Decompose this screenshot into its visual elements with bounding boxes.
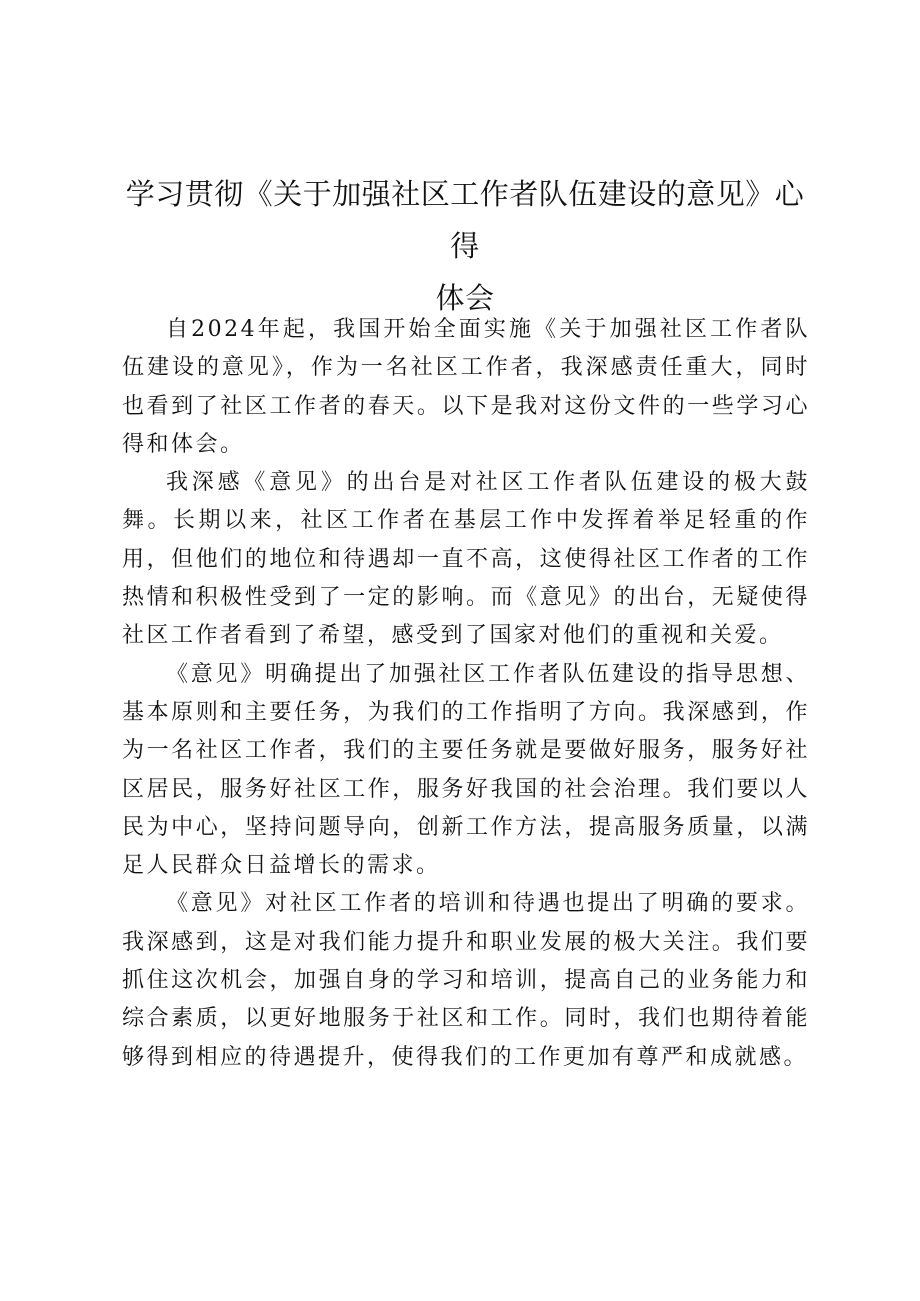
paragraph: 自2024年起，我国开始全面实施《关于加强社区工作者队伍建设的意见》，作为一名社区工作者，我深感责任重大，同时也看到了社区工作者的春天。以下是我对这份文件的一些学习心得和体会。: [122, 317, 810, 457]
paragraph: 我深感《意见》的出台是对社区工作者队伍建设的极大鼓舞。长期以来，社区工作者在基层工作中发挥着举足轻重的作用，但他们的地位和待遇却一直不高，这使得社区工作者的工作热情和积极性受到了一定的影响。而《意见》的出台，无疑使得社区工作者看到了希望，感受到了国家对他们的重视和关爱。: [122, 470, 810, 649]
paragraph: 《意见》对社区工作者的培训和待遇也提出了明确的要求。我深感到，这是对我们能力提升和职业发展的极大关注。我们要抓住这次机会，加强自身的学习和培训，提高自己的业务能力和综合素质，以更好地服务于社区和工作。同时，我们也期待着能够得到相应的待遇提升，使得我们的工作更加有尊严和成就感。: [122, 891, 810, 1070]
title-line-1: 学习贯彻《关于加强社区工作者队伍建设的意见》心得: [125, 177, 805, 263]
document-title: [120, 168, 810, 324]
paragraph: 《意见》明确提出了加强社区工作者队伍建设的指导思想、基本原则和主要任务，为我们的工作指明了方向。我深感到，作为一名社区工作者，我们的主要任务就是要做好服务，服务好社区居民，服务好社区工作，服务好我国的社会治理。我们要以人民为中心，坚持问题导向，创新工作方法，提高服务质量，以满足人民群众日益增长的需求。: [122, 661, 810, 879]
title-line-2: 体会: [435, 281, 495, 315]
document-body: [122, 311, 810, 1077]
